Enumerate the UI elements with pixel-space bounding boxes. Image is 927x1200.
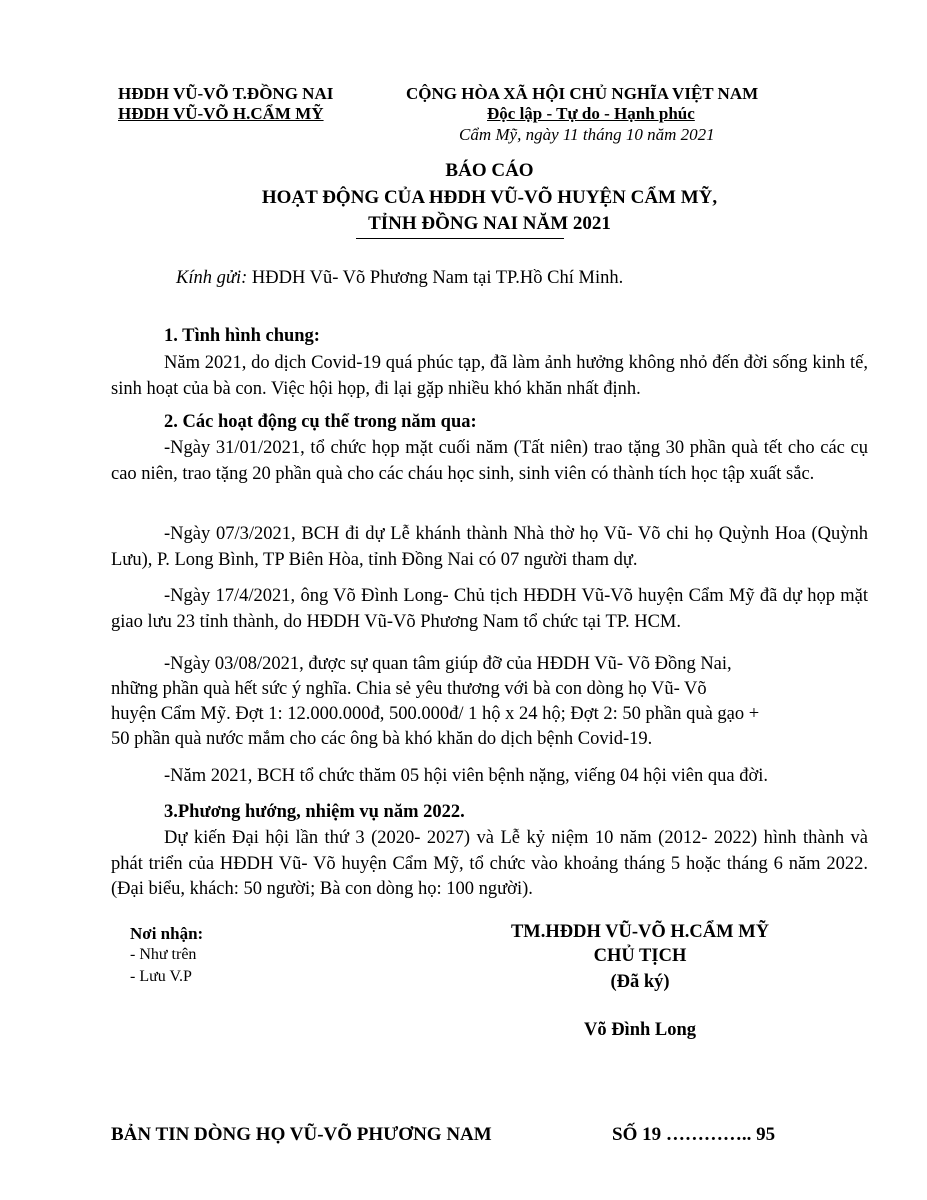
section-2-para-3-text: -Ngày 17/4/2021, ông Võ Đình Long- Chủ tịch HĐDH Vũ-Võ huyện Cẩm Mỹ đã dự họp mặt giao lưu 23 tỉnh thành, do HĐDH Vũ-Võ Phương Nam tổ chức tại TP. HCM.	[111, 586, 868, 632]
section-3-text	[111, 826, 868, 903]
header-nation-title: CỘNG HÒA XÃ HỘI CHỦ NGHĨA VIỆT NAM	[406, 84, 759, 103]
report-subtitle-line2: TỈNH ĐỒNG NAI NĂM 2021	[368, 213, 611, 234]
section-2-para-2-text: -Ngày 07/3/2021, BCH đi dự Lễ khánh thành Nhà thờ họ Vũ- Võ chi họ Quỳnh Hoa (Quỳnh Lưu), P. Long Bình, TP Biên Hòa, tỉnh Đồng Nai có 07 người tham dự.	[111, 524, 868, 570]
signature-name: Võ Đình Long	[583, 1020, 697, 1040]
header-org-district: HĐDH VŨ-VÕ H.CẨM MỸ	[118, 104, 324, 123]
section-2-para-4-line1: -Ngày 03/08/2021, được sự quan tâm giúp đỡ của HĐDH Vũ- Võ Đồng Nai,	[164, 654, 732, 674]
newsletter-title: BẢN TIN DÒNG HỌ VŨ-VÕ PHƯƠNG NAM	[111, 1124, 492, 1145]
section-2-para-5: -Năm 2021, BCH tổ chức thăm 05 hội viên bệnh nặng, viếng 04 hội viên qua đời.	[164, 766, 769, 786]
recipients-item-2: - Lưu V.P	[130, 968, 192, 985]
signature-status: (Đã ký)	[610, 972, 670, 992]
recipient	[176, 268, 623, 289]
section-1-body: Năm 2021, do dịch Covid-19 quá phúc tạp, đã làm ảnh hưởng không nhỏ đến đời sống kinh tế, sinh hoạt của bà con. Việc hội họp, đi lại gặp nhiều khó khăn nhất định.	[111, 353, 868, 399]
recipients-heading: Nơi nhận:	[130, 924, 204, 943]
section-2-para-4-line4: 50 phần quà nước mắm cho các ông bà khó khăn do dịch bệnh Covid-19.	[111, 729, 653, 749]
section-3-heading: 3.Phương hướng, nhiệm vụ năm 2022.	[164, 802, 465, 822]
section-3-body: Dự kiến Đại hội lần thứ 3 (2020- 2027) và Lễ kỷ niệm 10 năm (2012- 2022) hình thành và phát triển của HĐDH Vũ- Võ huyện Cẩm Mỹ, tổ chức vào khoảng tháng 5 hoặc tháng 6 năm 2022. (Đại biểu, khách: 50 người; Bà con dòng họ: 100 người).	[111, 828, 868, 899]
recipient-label: Kính gửi:	[176, 268, 248, 288]
section-2-para-4-line2: những phần quà hết sức ý nghĩa. Chia sẻ yêu thương với bà con dòng họ Vũ- Võ	[111, 679, 707, 699]
report-subtitle-line1: HOẠT ĐỘNG CỦA HĐDH VŨ-VÕ HUYỆN CẨM MỸ,	[261, 187, 718, 208]
section-1-text	[111, 351, 868, 402]
signature-org: TM.HĐDH VŨ-VÕ H.CẨM MỸ	[510, 922, 770, 942]
report-title: BÁO CÁO	[445, 160, 534, 181]
header-motto: Độc lập - Tự do - Hạnh phúc	[487, 104, 695, 123]
section-2-para-3	[111, 584, 868, 635]
section-2-para-4-line3: huyện Cẩm Mỹ. Đợt 1: 12.000.000đ, 500.000đ/ 1 hộ x 24 hộ; Đợt 2: 50 phần quà gạo +	[111, 704, 760, 724]
recipients-item-1: - Như trên	[130, 946, 197, 963]
recipient-value: HĐDH Vũ- Võ Phương Nam tại TP.Hồ Chí Minh.	[247, 268, 624, 288]
section-2-heading: 2. Các hoạt động cụ thể trong năm qua:	[164, 412, 477, 432]
section-1-heading: 1. Tình hình chung:	[164, 326, 320, 346]
section-2-para-2	[111, 522, 868, 573]
header-org-province: HĐDH VŨ-VÕ T.ĐỒNG NAI	[118, 84, 334, 103]
signature-role: CHỦ TỊCH	[593, 946, 687, 966]
title-underline	[356, 238, 564, 239]
header-date: Cẩm Mỹ, ngày 11 tháng 10 năm 2021	[459, 125, 715, 144]
section-2-para-1	[111, 436, 868, 487]
page-number: SỐ 19 ………….. 95	[612, 1124, 776, 1145]
section-2-para-1-text: -Ngày 31/01/2021, tổ chức họp mặt cuối năm (Tất niên) trao tặng 30 phần quà tết cho các cụ cao niên, trao tặng 20 phần quà cho các cháu học sinh, sinh viên có thành tích học tập xuất sắc.	[111, 438, 868, 484]
